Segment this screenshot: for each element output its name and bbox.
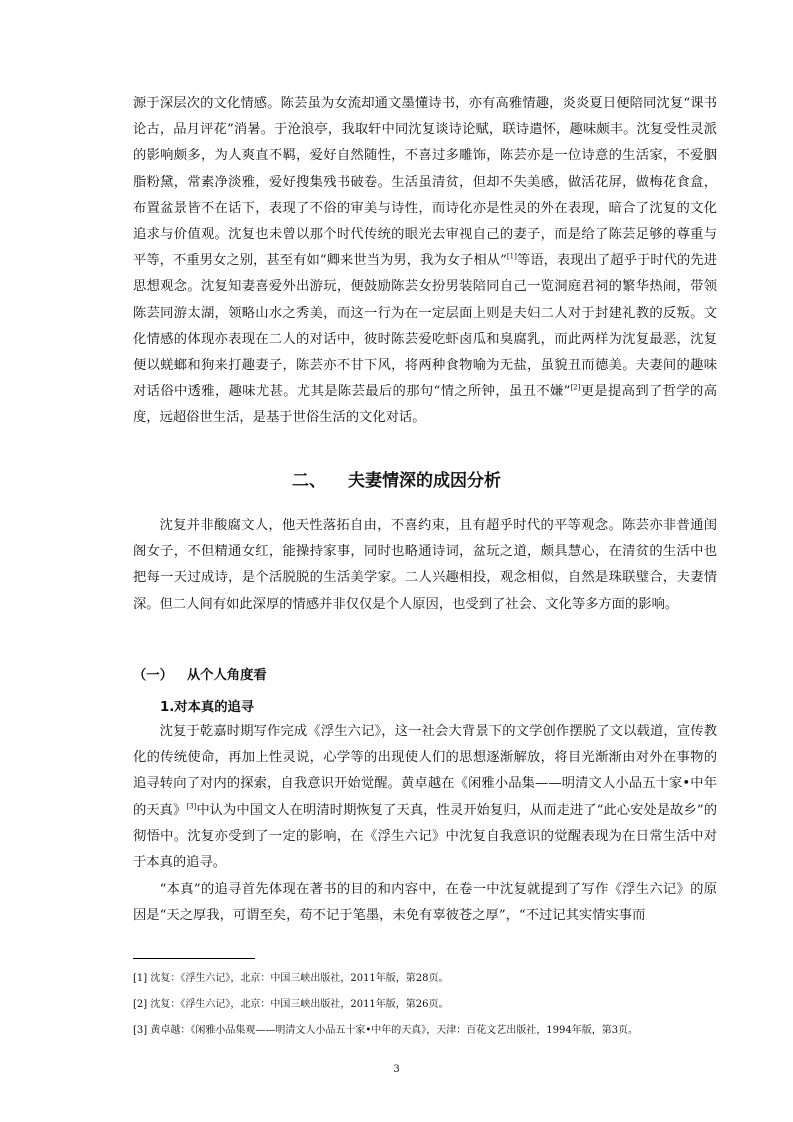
page-number: 3 — [393, 1064, 400, 1075]
section-number: 二、 — [292, 471, 326, 491]
footnote-ref-2[interactable]: [2] — [570, 383, 581, 392]
footnotes — [133, 966, 719, 1045]
section-heading-2 — [0, 466, 793, 491]
body-paragraph-2 — [133, 513, 717, 618]
footnote-ref-3[interactable]: [3] — [186, 802, 197, 811]
footnote-ref-1[interactable]: [1] — [506, 252, 517, 261]
subsubsection-heading-1: 1.对本真的追寻 — [160, 700, 255, 715]
footnote-2: [2] 沈复：《浮生六记》，北京：中国三峡出版社，2011年版，第26页。 — [133, 999, 449, 1011]
paragraph-text: “本真”的追寻首先体现在著书的目的和内容中，在卷一中沈复就提到了写作《浮生六记》的原因是“天之厚我，可谓至矣，苟不记于笔墨，未免有辜彼苍之厚”，“不过记其实情实事而 — [133, 882, 717, 924]
subsection-number: （一） — [133, 668, 173, 683]
body-paragraph-3 — [133, 719, 717, 876]
body-paragraph-4 — [133, 877, 717, 929]
subsection-title: 从个人角度看 — [186, 668, 267, 683]
footnote-separator — [133, 958, 255, 959]
section-title: 夫妻情深的成因分析 — [348, 471, 501, 491]
paragraph-text: 沈复并非酸腐文人，他天性落拓自由，不喜约束，且有超乎时代的平等观念。陈芸亦非普通闺阁女子，不但精通女红，能操持家事，同时也略通诗词，盆玩之道，颇具慧心，在清贫的生活中也把每一天过成诗，是个活脱脱的生活美学家。二人兴趣相投，观念相似，自然是珠联璧合，夫妻情深。但二人间有如此深厚的情感并非仅仅是个人原因，也受到了社会、文化等多方面的影响。 — [133, 518, 717, 612]
paragraph-text: 源于深层次的文化情感。陈芸虽为女流却通文墨懂诗书，亦有高雅情趣，炎炎夏日便陪同沈复“课书论古，品月评花”消暑。于沧浪亭，我取轩中同沈复谈诗论赋，联诗遣怀，趣味颇丰。沈复受性灵派的影响颇多，为人爽直不羁，爱好自然随性，不喜过多雕饰，陈芸亦是一位诗意的生活家，不爱胭脂粉黛，常素净淡雅，爱好搜集残书破卷。生活虽清贫，但却不失美感，做活花屏，做梅花食盒，布置盆景皆不在话下，表现了不俗的审美与诗性，而诗化亦是性灵的外在表现，暗合了沈复的文化追求与价值观。沈复也未曾以那个时代传统的眼光去审视自己的妻子，而是给了陈芸足够的尊重与平等，不重男女之别，甚至有如“卿来世当为男，我为女子相从”[1]等语，表现出了超乎于时代的先进思想观念。沈复知妻喜爱外出游玩，便鼓励陈芸女扮男装陪同自己一览洞庭君祠的繁华热闹，带领陈芸同游太湖，领略山水之秀美，而这一行为在一定层面上则是夫妇二人对于封建礼教的反叛。文化情感的体现亦表现在二人的对话中，彼时陈芸爱吃虾卤瓜和臭腐乳，而此两样为沈复最恶，沈复便以蜣螂和狗来打趣妻子，陈芸亦不甘下风，将两种食物喻为无盐，虽貌丑而德美。夫妻间的趣味对话俗中透雅，趣味尤甚。尤其是陈芸最后的那句“情之所钟，虽丑不嫌”[2]更是提高到了哲学的高度，远超俗世生活，是基于世俗生活的文化对话。 — [133, 96, 717, 426]
footnote-3: [3] 黄卓越：《闲雅小品集观——明清文人小品五十家•中年的天真》，天津：百花文艺出版社，1994年版，第3页。 — [133, 1025, 639, 1037]
footnote-1: [1] 沈复：《浮生六记》，北京：中国三峡出版社，2011年版，第28页。 — [133, 973, 449, 984]
body-paragraph-1 — [133, 91, 717, 432]
subsection-heading-1 — [133, 664, 267, 683]
paragraph-text: 沈复于乾嘉时期写作完成《浮生六记》，这一社会大背景下的文学创作摆脱了文以载道，宣传教化的传统使命，再加上性灵说，心学等的出现使人们的思想逐渐解放，将目光渐渐由对外在事物的追寻转向了对内的探索，自我意识开始觉醒。黄卓越在《闲雅小品集——明清文人小品五十家•中年的天真》[3]中认为中国文人在明清时期恢复了天真，性灵开始复归，从而走进了“此心安处是故乡”的彻悟中。沈复亦受到了一定的影响，在《浮生六记》中沈复自我意识的觉醒表现为在日常生活中对于本真的追寻。 — [133, 724, 717, 871]
